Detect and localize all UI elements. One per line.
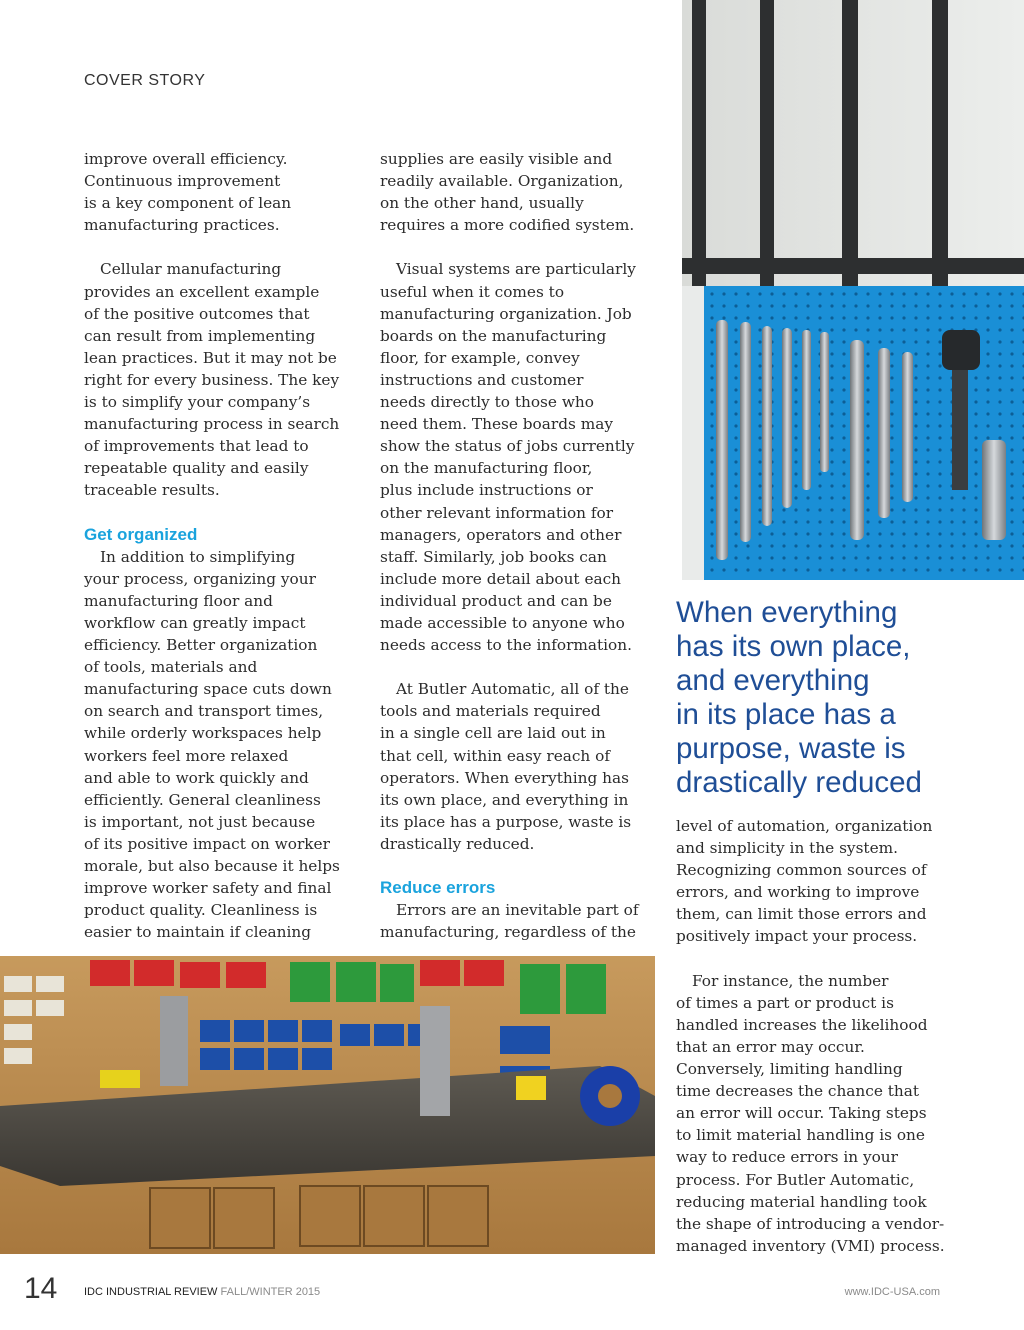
paragraph: For instance, the number of times a part or product is handled increases the likelihood that an error may occur. Conversely, limiting handling time decreases the chance that an error will occur. Taking steps to limit material handling is one way to reduce errors in your process. For Butler Automatic, reducing material handling took the shape of introducing a vendor- managed inventory (VMI) process. [676, 971, 945, 1255]
body-column-2 [380, 148, 670, 943]
issue-date: FALL/WINTER 2015 [220, 1286, 321, 1298]
paragraph: Cellular manufacturing provides an excellent example of the positive outcomes that can result from implementing lean practices. But it may not be right for every business. The key is to simplify your company’s manufacturing process in search of improvements that lead to repeatable quality and easily traceable results. [84, 260, 340, 500]
body-column-3 [676, 815, 966, 1257]
page-number: 14 [24, 1272, 58, 1305]
paragraph: supplies are easily visible and readily available. Organization, on the other hand, usually requires a more codified system. [380, 150, 635, 235]
subheading-reduce-errors: Reduce errors [380, 878, 496, 898]
paragraph: level of automation, organization and simplicity in the system. Recognizing common sources of errors, and working to improve them, can limit those errors and positively impact your process. [676, 817, 933, 946]
tool-pegboard-photo [682, 0, 1024, 580]
workbench-photo [0, 956, 655, 1254]
paragraph: At Butler Automatic, all of the tools and materials required in a single cell are laid out in that cell, within easy reach of operators. When everything has its own place, and everything in its place has a purpose, waste is drastically reduced. [380, 680, 632, 853]
subheading-get-organized: Get organized [84, 524, 198, 544]
publication-name [84, 1286, 320, 1298]
website-url[interactable]: www.IDC-USA.com [844, 1286, 940, 1298]
paragraph: Errors are an inevitable part of manufacturing, regardless of the [380, 901, 639, 942]
pull-quote: When everything has its own place, and everything in its place has a purpose, waste is drastically reduced [676, 596, 922, 799]
body-column-1 [84, 148, 374, 943]
publication-title: IDC INDUSTRIAL REVIEW [84, 1286, 218, 1298]
paragraph: improve overall efficiency. Continuous improvement is a key component of lean manufacturing practices. [84, 150, 292, 235]
paragraph: Visual systems are particularly useful when it comes to manufacturing organization. Job boards on the manufacturing floor, for example, convey instructions and customer needs directly to those who need them. These boards may show the status of jobs currently on the manufacturing floor, plus include instructions or other relevant information for managers, operators and other staff. Similarly, job books can include more detail about each individual product and can be made accessible to anyone who needs access to the information. [380, 260, 636, 655]
section-label: COVER STORY [84, 72, 206, 89]
paragraph: In addition to simplifying your process, organizing your manufacturing floor and workflow can greatly impact efficiency. Better organization of tools, materials and manufacturing space cuts down on search and transport times, while orderly workspaces help workers feel more relaxed and able to work quickly and efficiently. General cleanliness is important, not just because of its positive impact on worker morale, but also because it helps improve worker safety and final product quality. Cleanliness is easier to maintain if cleaning [84, 547, 340, 942]
